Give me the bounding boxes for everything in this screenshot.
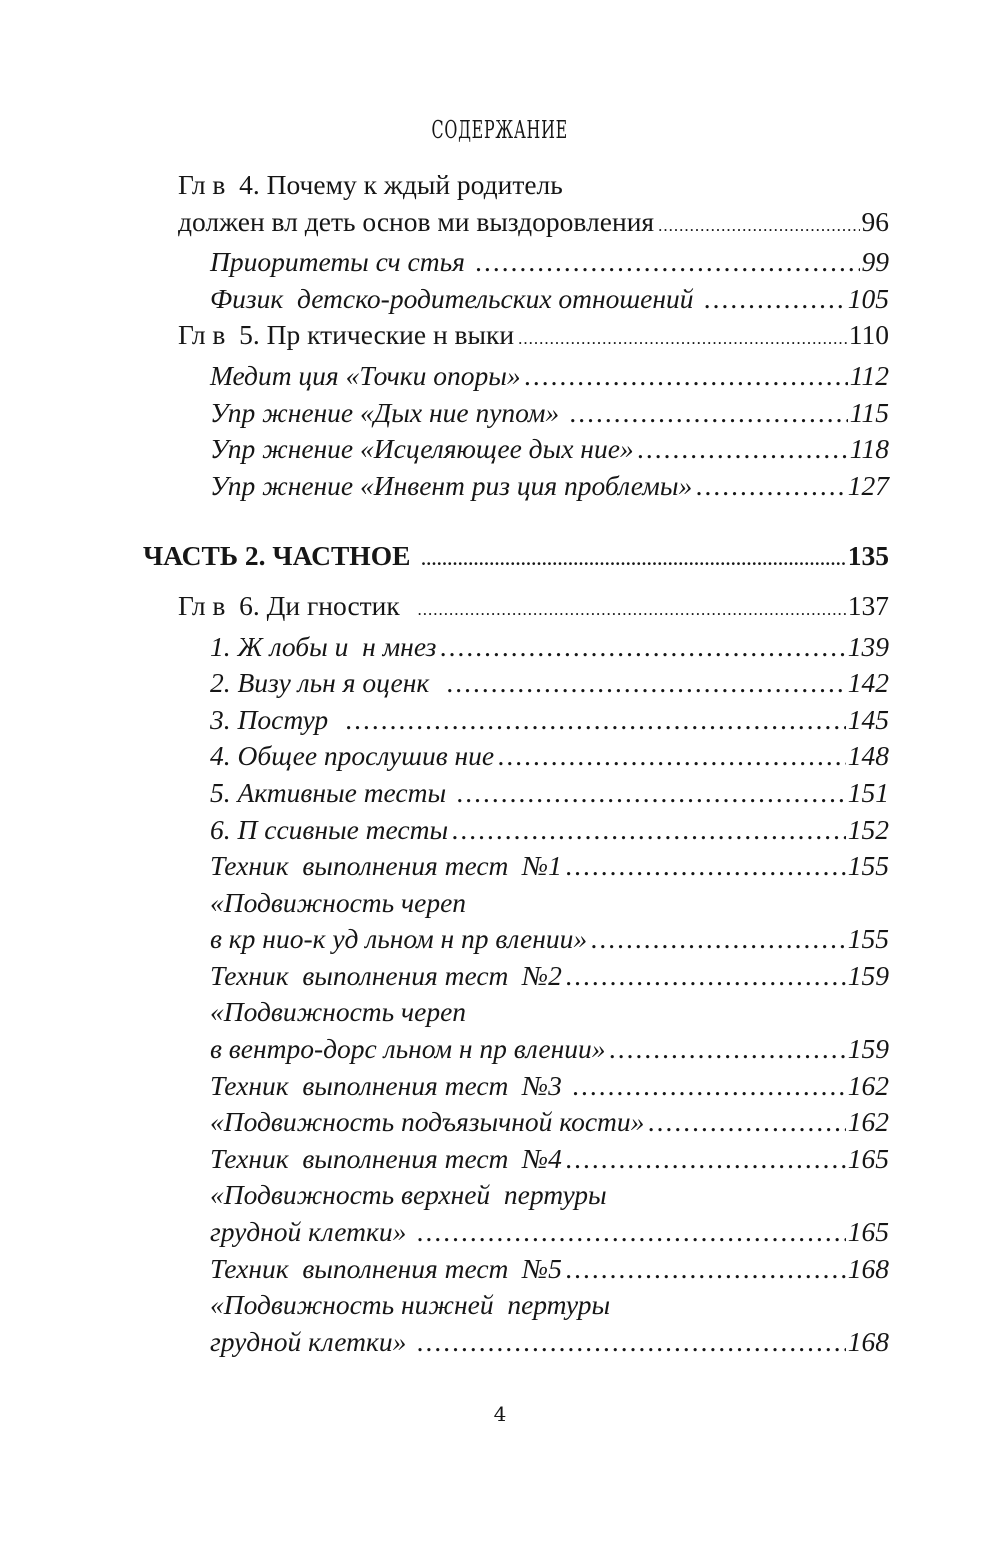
dot-leader [453,775,846,812]
toc-entry-text: ЧАСТЬ 2. ЧАСТНОЕ [143,540,418,572]
toc-entry-text: 2. Визу льн я оценк [210,667,443,699]
contents-title: СОДЕРЖАНИЕ [431,116,569,145]
toc-row [143,702,889,739]
toc-row [143,431,889,468]
toc-page-number: 145 [847,703,889,735]
toc-list [143,167,889,1360]
dot-leader [436,629,845,666]
toc-page-number: 162 [847,1069,889,1101]
toc-page-number: 165 [847,1142,889,1174]
toc-entry-text: Техник выполнения тест №3 [210,1069,569,1101]
toc-row [143,958,889,995]
dot-leader [562,958,846,995]
dot-leader [644,1104,845,1141]
toc-page-number: 115 [849,396,889,428]
toc-entry-text: Техник выполнения тест №2 [210,959,562,991]
toc-entry-text: Гл в 5. Пр ктические н выки [178,319,515,351]
toc-page-number: 159 [847,959,889,991]
toc-row [143,1031,889,1068]
toc-page-number: 135 [847,540,889,572]
toc-entry-text: грудной клетки» [210,1325,414,1357]
toc-page-number: 168 [847,1325,889,1357]
toc-page-number: 151 [847,776,889,808]
toc-entry-text: Упр жнение «Дых ние пупом» [210,396,567,428]
dot-leader [443,665,846,702]
toc-row [143,1141,889,1178]
dot-leader [342,702,846,739]
toc-row [143,317,889,358]
toc-entry-text: Техник выполнения тест №1 [210,850,562,882]
toc-row [143,538,889,579]
toc-row [143,848,889,885]
toc-page-number: 155 [847,850,889,882]
toc-row [143,204,889,245]
toc-page-number: 105 [847,282,889,314]
dot-leader [413,1214,846,1251]
toc-row [143,738,889,775]
dot-leader [448,812,846,849]
toc-page-number: 168 [847,1252,889,1284]
toc-row [143,775,889,812]
toc-row [143,1068,889,1105]
toc-entry-text: грудной клетки» [210,1216,414,1248]
toc-row [143,1287,889,1324]
toc-entry-text: «Подвижность нижней пертуры [210,1289,611,1321]
toc-entry-text: 1. Ж лобы и н мнез [210,630,437,662]
dot-leader [587,921,846,958]
toc-row [143,468,889,505]
toc-row [143,812,889,849]
toc-entry-text: в кр нио-к уд льном н пр влении» [210,923,588,955]
toc-row [143,921,889,958]
toc-entry-text: «Подвижность череп [210,886,467,918]
toc-page-number: 152 [847,813,889,845]
toc-page-number: 96 [861,205,889,237]
dot-leader [566,395,848,432]
toc-entry-text: должен вл деть основ ми выздоровления [178,205,655,237]
dot-leader [494,738,846,775]
toc-entry-text: Техник выполнения тест №5 [210,1252,562,1284]
toc-page-number: 110 [848,319,889,351]
dot-leader [414,588,846,629]
toc-row [143,358,889,395]
toc-page-number: 159 [847,1033,889,1065]
toc-entry-text: Упр жнение «Исцеляющее дых ние» [210,433,634,465]
toc-row [143,994,889,1031]
toc-entry-text: Гл в 4. Почему к ждый родитель [178,169,563,200]
toc-page-number: 118 [849,433,889,465]
toc-entry-text: 3. Постур [210,703,342,735]
dot-leader [654,204,859,245]
toc-row [143,281,889,318]
toc-row [143,1104,889,1141]
toc-page-number: 165 [847,1216,889,1248]
toc-row [143,1177,889,1214]
dot-leader [413,1324,846,1361]
toc-page-number: 112 [849,359,889,391]
toc-entry-text: Гл в 6. Ди гностик [178,589,414,621]
dot-leader [472,244,860,281]
toc-row [143,395,889,432]
toc-row [143,629,889,666]
dot-leader [606,1031,846,1068]
toc-page-number: 142 [847,667,889,699]
toc-row [143,1324,889,1361]
toc-row [143,1251,889,1288]
toc-row [143,244,889,281]
toc-page-number: 127 [847,469,889,501]
dot-leader [692,468,846,505]
toc-entry-text: Медит ция «Точки опоры» [210,359,521,391]
toc-entry-text: Упр жнение «Инвент риз ция проблемы» [210,469,693,501]
toc-row [143,665,889,702]
footer-page-number: 4 [493,1402,507,1426]
page-header [0,118,1000,143]
toc-row [143,588,889,629]
dot-leader [514,317,847,358]
toc-entry-text: «Подвижность подъязычной кости» [210,1106,645,1138]
dot-leader [700,281,845,318]
toc-page-number: 155 [847,923,889,955]
toc-entry-text: в вентро-дорс льном н пр влении» [210,1033,606,1065]
toc-page-number: 162 [847,1106,889,1138]
toc-entry-text: «Подвижность верхней пертуры [210,1179,607,1211]
dot-leader [634,431,848,468]
toc-entry-text: 4. Общее прослушив ние [210,740,495,772]
dot-leader [562,1251,846,1288]
dot-leader [521,358,848,395]
toc-page-number: 137 [847,589,889,621]
toc-row [143,1214,889,1251]
dot-leader [562,1141,846,1178]
toc-entry-text: 5. Активные тесты [210,776,453,808]
dot-leader [417,538,845,579]
toc-row [143,885,889,922]
toc-page-number: 99 [861,246,889,278]
toc-entry-text: Приоритеты сч стья [210,246,472,278]
toc-entry-text: 6. П ссивные тесты [210,813,449,845]
dot-leader [562,848,846,885]
dot-leader [569,1068,846,1105]
toc-page-number: 139 [847,630,889,662]
toc-row [143,167,889,204]
toc-entry-text: Техник выполнения тест №4 [210,1142,562,1174]
toc-entry-text: Физик детско-родительских отношений [210,282,701,314]
toc-entry-text: «Подвижность череп [210,996,467,1028]
toc-page-number: 148 [847,740,889,772]
